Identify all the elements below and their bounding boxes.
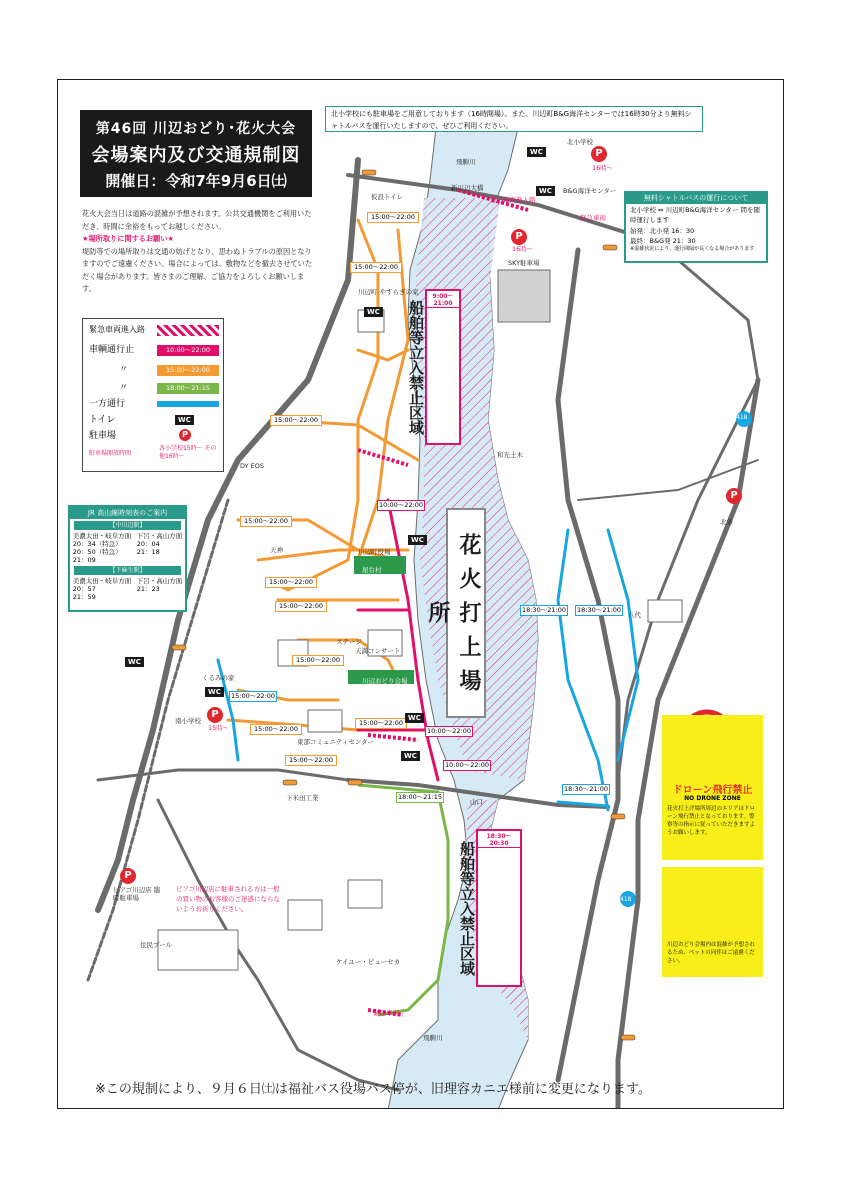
time-label: 15:00～22:00 (275, 601, 327, 612)
place-label: 15時～ (208, 724, 230, 732)
road-west-south (98, 770, 348, 780)
zone-south-time: 18:30～20:30 (478, 831, 520, 848)
river-label: 飛騨川 (423, 1034, 443, 1042)
shuttle-note: ※混雑状況により、運行間隔が長くなる場合があります (630, 246, 755, 252)
legend-orange-swatch: 15:00～22:00 (157, 365, 219, 376)
legend-toilet: トイレ (89, 415, 116, 425)
time-label: 15:00～22:00 (250, 724, 302, 735)
drone-panel (662, 715, 763, 860)
zone-north-time: 9:00～21:00 (427, 291, 459, 308)
parking-icon: P (120, 868, 136, 884)
emergency-label: 緊急車両進入路 (490, 196, 536, 204)
time-label: 15:00～22:00 (270, 415, 322, 426)
wc-icon: WC (401, 751, 420, 761)
piago-note: ピアゴ川辺店に駐車される方は一般の買い物のお客様のご迷惑にならないようお祈りください。 (176, 885, 280, 913)
time-label: 18:30～21:00 (575, 605, 623, 616)
time-label: 15:00～22:00 (350, 262, 402, 273)
jr-station-2: 【下麻生駅】 (74, 566, 181, 575)
time-label: 10:00～22:00 (377, 500, 425, 511)
wc-icon: WC (364, 307, 383, 317)
place-label: 仮設トイレ (371, 193, 404, 201)
jr-col-head: 美濃太田・岐阜方面 (72, 577, 132, 585)
zone-north (407, 289, 461, 445)
legend-oneway: 一方通行 (89, 399, 126, 409)
time-label: 18:30～21:00 (562, 784, 610, 795)
wc-icon: WC (536, 186, 555, 196)
map-title: 会場案内及び交通規制図 (91, 145, 301, 166)
place-label: 天満コンサート (355, 647, 401, 655)
shuttle-first: 始発：北小発 16：30 (630, 227, 695, 235)
legend-wc-icon: WC (175, 415, 194, 425)
intro-text (82, 208, 312, 296)
place-label: 16時～ (592, 164, 614, 172)
jr-heading: JR 高山線時刻表のご案内 (70, 507, 185, 519)
parking-icon: P (207, 707, 223, 723)
title-box (80, 110, 312, 197)
legend-ditto-2: 〃 (119, 383, 129, 393)
place-label: SKY駐車場 (508, 259, 540, 267)
intro-paragraph-2: 堤防等での場所取りは交通の妨げとなり、思わぬトラブルの原因となりますのでご遠慮ください。場合によっては、敷物などを撤去させていただく場合があります。皆さまのご理解、ご協力をよろしくお願いします。 (82, 246, 313, 293)
jr-time: 20：50（特急） (72, 548, 122, 556)
time-label: 10:00～22:00 (443, 760, 491, 771)
place-label: 川辺おどり会場 (362, 677, 408, 685)
legend-parking-time-label: 駐車場開放時間 (89, 450, 132, 457)
shuttle-last: 最終：B&G発 21：30 (630, 237, 696, 245)
place-label: B&G海洋センター (563, 187, 617, 195)
event-date: 開催日：令和7年9月6日㈯ (105, 172, 287, 190)
zone-south-label: 船舶等立入禁止区域 (458, 840, 476, 976)
place-label: 川辺町役場 (358, 548, 391, 556)
jr-col-head: 下呂・高山方面 (136, 532, 183, 540)
place-label: 下米田工業 (286, 794, 319, 802)
time-label: 15:00～22:00 (292, 655, 344, 666)
place-label: 住民プール (140, 941, 173, 949)
legend-green-swatch: 18:00～21:15 (157, 383, 219, 394)
place-label: 屋台村 (362, 566, 382, 574)
pet-panel (662, 867, 763, 977)
jr-time: 21：09 (72, 556, 96, 564)
zone-south (458, 829, 522, 987)
time-label: 10:00～22:00 (425, 726, 473, 737)
shuttle-box (624, 191, 768, 263)
zone-north-label: 船舶等立入禁止区域 (407, 299, 425, 435)
emergency-label: 緊急車両 (580, 214, 606, 222)
shuttle-heading: 無料シャトルバスの運行について (626, 193, 766, 204)
place-label: 山口 (470, 798, 483, 806)
place-label: 16時～ (512, 245, 534, 253)
footer-note: ※この規制により、９月６日㈯は福祉バス役場バス停が、旧理容カニエ様前に変更になります。 (95, 1082, 651, 1097)
shuttle-route: 北小学校 ⇔ 川辺町B&G海洋センター 間を随時運行します (630, 206, 760, 224)
jr-time: 21：23 (136, 585, 160, 593)
emergency-label: 緊急車両 (373, 1009, 399, 1017)
route-label: 418 (736, 414, 748, 421)
river-label: 飛騨川 (456, 158, 476, 166)
place-label: 東部コミュニティセンター (297, 738, 375, 746)
place-label: ピアゴ川辺店 臨時駐車場 (113, 886, 161, 902)
legend-parking-time: 各小学校15時～ その他16時～ (159, 445, 217, 460)
intro-heading: ★場所取りに関するお願い★ (82, 234, 174, 243)
pet-text: 川辺おどり会場内は混雑が予想されるため、ペットの同伴はご遠慮ください。 (667, 942, 756, 964)
drone-subtitle: NO DRONE ZONE (684, 795, 741, 802)
time-label: 15:00～22:00 (285, 755, 337, 766)
place-label: 天神 (270, 546, 283, 554)
jr-time: 20：04 (136, 540, 160, 548)
route-label: 418 (620, 896, 632, 903)
legend-blue-swatch (157, 401, 219, 407)
time-label: 18:00～21:15 (396, 792, 444, 803)
wc-icon: WC (527, 147, 546, 157)
parking-icon: P (726, 488, 742, 504)
wc-icon: WC (408, 535, 427, 545)
legend (82, 318, 224, 472)
place-label: 南小学校 (175, 717, 201, 725)
time-label: 15:00～22:00 (367, 212, 419, 223)
intro-paragraph: 花火大会当日は道路の混雑が予想されます。公共交通機関をご利用いただき、時間に余裕をもってお越しください。 (82, 209, 312, 231)
place-label: ケイユー・ビューセカ (336, 958, 401, 966)
fireworks-site: 花火打上場所 (446, 508, 486, 718)
place-label: 北小学校 (567, 138, 593, 146)
legend-parking: 駐車場 (89, 431, 117, 441)
legend-ditto-1: 〃 (119, 365, 129, 375)
jr-station-1: 【中川辺駅】 (74, 521, 181, 530)
event-title: 第46回 川辺おどり･花火大会 (95, 121, 297, 137)
wc-icon: WC (125, 657, 144, 667)
legend-closed: 車輌通行止 (89, 345, 135, 355)
place-label: ステージ (336, 638, 362, 646)
time-label: 15:00～22:00 (240, 516, 292, 527)
place-label: 川辺町 やすらぎの家 (358, 288, 419, 296)
time-label: 15:00～22:00 (355, 718, 407, 729)
legend-emergency-swatch (157, 325, 219, 336)
jr-col-head: 美濃太田・岐阜方面 (72, 532, 132, 540)
time-label: 15:00～22:00 (265, 577, 317, 588)
wc-icon: WC (205, 687, 224, 697)
legend-parking-icon: P (179, 429, 191, 441)
place-label: 和光土木 (497, 451, 523, 459)
place-label: 北条 (720, 518, 733, 526)
jr-time: 20：57 (72, 585, 96, 593)
parking-icon: P (591, 146, 607, 162)
jr-time: 20：34（特急） (72, 540, 122, 548)
place-label: 新川辺大橋 (451, 184, 484, 192)
legend-emergency: 緊急車両進入路 (89, 325, 145, 334)
drone-text: 花火打上げ場所周辺のエリアはドローン飛行禁止となっております。警察等の指示に従っていただきますようお願いします。 (667, 806, 756, 836)
jr-time: 21：18 (136, 548, 160, 556)
time-label: 15:00～22:00 (229, 691, 277, 702)
wc-icon: WC (405, 713, 424, 723)
road-south-loop (258, 980, 398, 1090)
place-label: 八代 (628, 611, 641, 619)
jr-time: 21：59 (72, 593, 96, 601)
parking-icon: P (511, 229, 527, 245)
drone-title: ドローン飛行禁止 (672, 785, 753, 796)
jr-timetable (68, 505, 187, 612)
jr-col-head: 下呂・高山方面 (136, 577, 183, 585)
parking-notice: 北小学校にも駐車場をご用意しております（16時開場）。また、川辺町B&G海洋センターでは16時30分より無料シャトルバスを運行いたしますので、ぜひご利用ください。 (325, 106, 703, 132)
time-label: 18:30～21:00 (520, 605, 568, 616)
legend-pink-swatch: 10:00～22:00 (157, 345, 219, 356)
place-label: DY EOS (240, 462, 265, 470)
place-label: くるみの家 (202, 674, 235, 682)
sky-parking-lot (498, 270, 550, 322)
